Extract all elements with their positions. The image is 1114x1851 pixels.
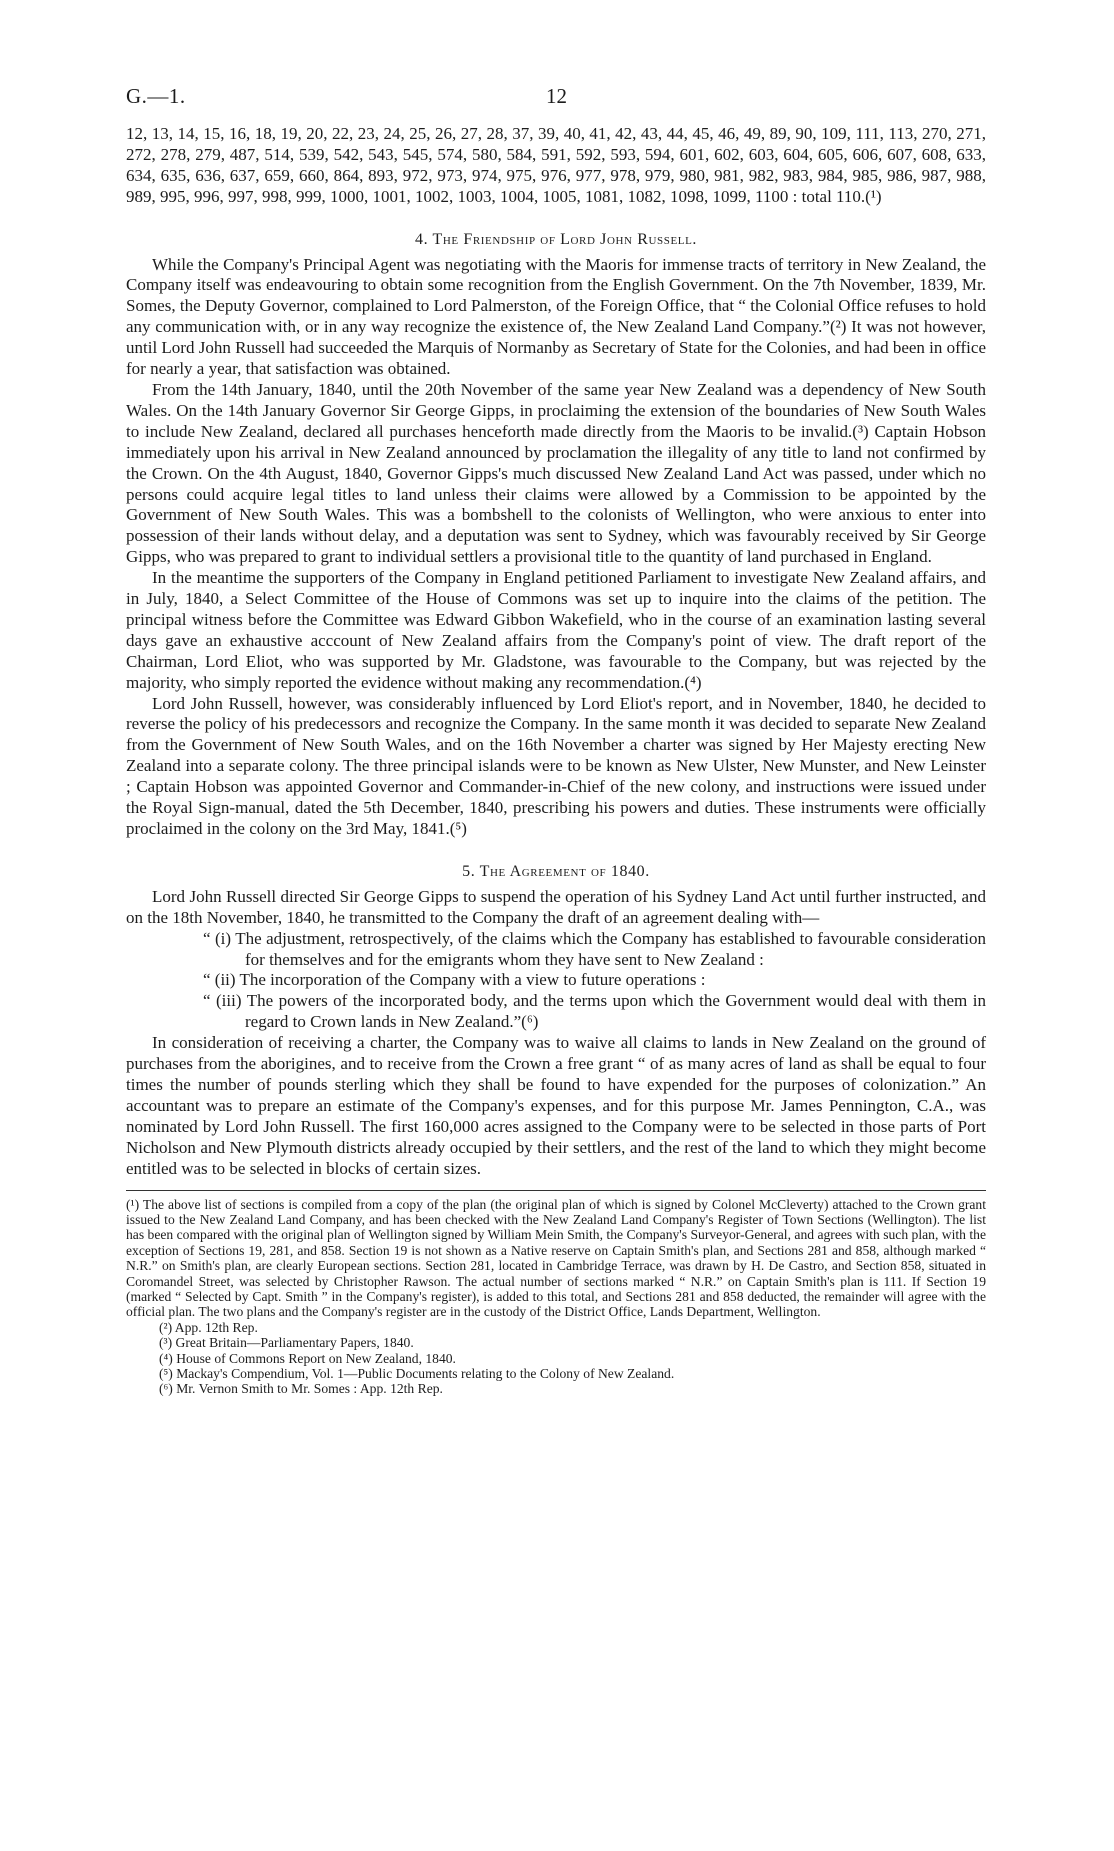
agreement-items — [126, 929, 986, 1034]
paragraph: From the 14th January, 1840, until the 20th November of the same year New Zealand was a dependency of New South Wales. On the 14th January Governor Sir George Gipps, in proclaiming the extension of the boundaries of New South Wales to include New Zealand, declared all purchases henceforth made directly from the Maoris to be invalid.(³) Captain Hobson immediately upon his arrival in New Zealand announced by proclamation the illegality of any title to land not confirmed by the Crown. On the 4th August, 1840, Governor Gipps's much discussed New Zealand Land Act was passed, under which no persons could acquire legal titles to land unless their claims were allowed by a Commission to be appointed by the Government of New South Wales. This was a bombshell to the colonists of Wellington, who were anxious to enter into possession of their lands without delay, and a deputation was sent to Sydney, which was favourably received by Sir George Gipps, who was prepared to grant to individual settlers a provisional title to the quantity of land purchased in England. — [126, 379, 986, 567]
footnotes — [126, 1197, 986, 1397]
report-reference: G.—1. — [126, 84, 186, 108]
paragraph: Lord John Russell, however, was considerably influenced by Lord Eliot's report, and in November, 1840, he decided to reverse the policy of his predecessors and recognize the Company. In the same month it was decided to separate New Zealand from the Government of New South Wales, and on the 16th November a charter was signed by Her Majesty erecting New Zealand into a separate colony. The three principal islands were to be known as New Ulster, New Munster, and New Leinster ; Captain Hobson was appointed Governor and Commander-in-Chief of the new colony, and instructions were issued under the Royal Sign-manual, dated the 5th December, 1840, prescribing his powers and duties. These instruments were officially proclaimed in the colony on the 3rd May, 1841.(⁵) — [126, 693, 986, 838]
footnote: (²) App. 12th Rep. — [159, 1319, 258, 1335]
footnote: (⁵) Mackay's Compendium, Vol. 1—Public Documents relating to the Colony of New Zealand. — [159, 1365, 675, 1381]
agreement-item: “ (iii) The powers of the incorporated body, and the terms upon which the Government would deal with them in regard to Crown lands in New Zealand.”(⁶) — [203, 991, 986, 1032]
page-header — [126, 82, 986, 124]
section-heading-5: 5. The Agreement of 1840. — [462, 862, 650, 880]
agreement-item: “ (ii) The incorporation of the Company with a view to future operations : — [203, 970, 706, 990]
section-number-list: 12, 13, 14, 15, 16, 18, 19, 20, 22, 23, 24, 25, 26, 27, 28, 37, 39, 40, 41, 42, 43, 44, 45, 46, 49, 89, 90, 109, 111, 113, 270, 271, 272, 278, 279, 487, 514, 539, 542, 543, 545, 574, 580, 584, 591, 592, 593, 594, 601, 602, 603, 604, 605, 606, 607, 608, 633, 634, 635, 636, 637, 659, 660, 864, 893, 972, 973, 974, 975, 976, 977, 978, 979, 980, 981, 982, 983, 984, 985, 986, 987, 988, 989, 995, 996, 997, 998, 999, 1000, 1001, 1002, 1003, 1004, 1005, 1081, 1082, 1098, 1099, 1100 : total 110.(¹) — [126, 124, 986, 206]
page-number: 12 — [546, 84, 567, 108]
paragraph: While the Company's Principal Agent was negotiating with the Maoris for immense tracts of territory in New Zealand, the Company itself was endeavouring to obtain some recognition from the English Government. On the 7th November, 1839, Mr. Somes, the Deputy Governor, complained to Lord Palmerston, of the Foreign Office, that “ the Colonial Office refuses to hold any communication with, or in any way recognize the existence of, the New Zealand Land Company.”(²) It was not however, until Lord John Russell had succeeded the Marquis of Normanby as Secretary of State for the Colonies, and had been in office for nearly a year, that satisfaction was obtained. — [126, 254, 986, 379]
footnote: (¹) The above list of sections is compiled from a copy of the plan (the original plan of which is signed by Colonel McCleverty) attached to the Crown grant issued to the New Zealand Land Company, and has been checked with the New Zealand Land Company's Register of Town Sections (Wellington). The list has been compared with the original plan of Wellington signed by William Mein Smith, the Company's Surveyor-General, and agrees with such plan, with the exception of Sections 19, 281, and 858. Section 19 is not shown as a Native reserve on Captain Smith's plan, and Sections 281 and 858, although marked “ N.R.” on Smith's plan, are clearly European sections. Section 281, located in Cambridge Terrace, was drawn by H. De Castro, and Section 858, situated in Coromandel Street, was selected by Christopher Rawson. The actual number of sections marked “ N.R.” on Captain Smith's plan is 111. If Section 19 (marked “ Selected by Capt. Smith ” in the Company's register), is added to this total, and Sections 281 and 858 deducted, the remainder will agree with the official plan. The two plans and the Company's register are in the custody of the District Office, Lands Department, Wellington. — [126, 1196, 986, 1320]
section-heading-4: 4. The Friendship of Lord John Russell. — [414, 230, 698, 248]
paragraph: In the meantime the supporters of the Company in England petitioned Parliament to investigate New Zealand affairs, and in July, 1840, a Select Committee of the House of Commons was set up to inquire into the claims of the petition. The principal witness before the Committee was Edward Gibbon Wakefield, who in the course of an examination lasting several days gave an exhaustive acccount of New Zealand affairs from the Company's point of view. The draft report of the Chairman, Lord Eliot, who was supported by Mr. Gladstone, was favourable to the Company, but was rejected by the majority, who simply reported the evidence without making any recommendation.(⁴) — [126, 568, 986, 692]
agreement-item: “ (i) The adjustment, retrospectively, of the claims which the Company has established to favourable consideration for themselves and for the emigrants whom they have sent to New Zealand : — [203, 928, 986, 969]
main-text — [126, 124, 986, 1180]
footnote: (³) Great Britain—Parliamentary Papers, 1840. — [159, 1335, 414, 1351]
footnote: (⁶) Mr. Vernon Smith to Mr. Somes : App. 12th Rep. — [159, 1381, 443, 1397]
footnote: (⁴) House of Commons Report on New Zealand, 1840. — [159, 1350, 456, 1366]
paragraph: In consideration of receiving a charter, the Company was to waive all claims to lands in New Zealand on the ground of purchases from the aborigines, and to receive from the Crown a free grant “ of as many acres of land as shall be equal to four times the number of pounds sterling which they shall be found to have expended for the purposes of colonization.” An accountant was to prepare an estimate of the Company's expenses, and for this purpose Mr. James Pennington, C.A., was nominated by Lord John Russell. The first 160,000 acres assigned to the Company were to be selected in those parts of Port Nicholson and New Plymouth districts already occupied by their settlers, and the rest of the land to which they might become entitled was to be selected in blocks of certain sizes. — [126, 1033, 986, 1178]
paragraph: Lord John Russell directed Sir George Gipps to suspend the operation of his Sydney Land Act until further instructed, and on the 18th November, 1840, he transmitted to the Company the draft of an agreement dealing with— — [126, 886, 986, 927]
footnote-divider — [126, 1190, 986, 1191]
